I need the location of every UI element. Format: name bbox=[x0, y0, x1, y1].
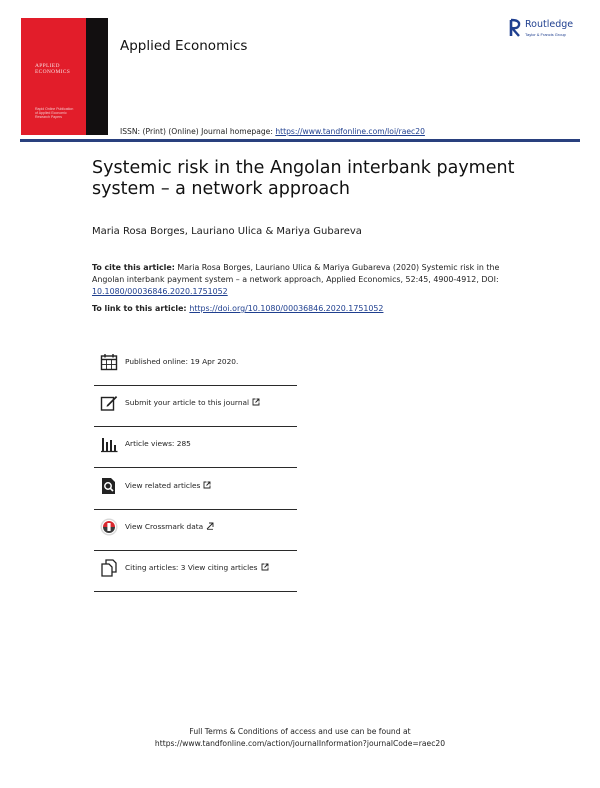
metric-link[interactable] bbox=[125, 481, 211, 490]
metric-text: View Crossmark data bbox=[125, 521, 204, 531]
external-link-icon bbox=[252, 398, 260, 406]
metric-text: Submit your article to this journal bbox=[125, 398, 250, 408]
search-document-icon bbox=[100, 477, 118, 495]
issn-line bbox=[120, 127, 425, 136]
article-title: Systemic risk in the Angolan interbank payment system – a network approach bbox=[92, 158, 515, 199]
article-doi-link[interactable]: https://doi.org/10.1080/00036846.2020.1751052 bbox=[189, 304, 384, 313]
metric-text: Citing articles: 3 View citing articles bbox=[125, 562, 258, 572]
publisher-subtitle: Taylor & Francis Group bbox=[525, 32, 566, 37]
journal-name: Applied Economics bbox=[120, 38, 248, 54]
metric-related-articles[interactable] bbox=[94, 470, 297, 510]
article-link-line bbox=[92, 304, 383, 313]
cite-text: Maria Rosa Borges, Lauriano Ulica & Mariya Gubareva (2020) Systemic risk in the Angolan interbank payment system – a network approach, Applied Economics, 52:45, 4900-4912, DOI: bbox=[92, 263, 500, 284]
calendar-icon bbox=[100, 353, 118, 371]
metric-text: View related articles bbox=[125, 480, 201, 490]
external-link-icon bbox=[261, 563, 269, 571]
header-divider bbox=[20, 139, 580, 142]
metric-link[interactable] bbox=[125, 522, 214, 531]
publisher-name: Routledge bbox=[525, 19, 574, 30]
metric-crossmark[interactable] bbox=[94, 511, 297, 551]
citing-articles-icon bbox=[100, 559, 118, 577]
article-metrics-list bbox=[94, 346, 297, 593]
issn-label: ISSN: (Print) (Online) Journal homepage: bbox=[120, 127, 276, 136]
publisher-logo[interactable] bbox=[508, 18, 588, 42]
metric-text: Published online: 19 Apr 2020. bbox=[125, 357, 239, 366]
metric-link[interactable] bbox=[125, 398, 260, 407]
cover-tagline-line: Rapid Online Publication bbox=[35, 107, 74, 111]
link-label: To link to this article: bbox=[92, 304, 190, 313]
terms-link[interactable]: https://www.tandfonline.com/action/journalInformation?journalCode=raec20 bbox=[154, 739, 446, 748]
metric-published bbox=[94, 346, 297, 386]
metric-submit-article[interactable] bbox=[94, 387, 297, 427]
cite-doi-link[interactable]: 10.1080/00036846.2020.1751052 bbox=[92, 287, 228, 296]
cover-title-line1: APPLIED bbox=[35, 63, 60, 69]
cite-label: To cite this article: bbox=[92, 263, 175, 272]
cover-dark-band bbox=[86, 18, 108, 135]
edit-icon bbox=[100, 394, 118, 412]
routledge-r-icon bbox=[508, 18, 522, 38]
citation-block bbox=[92, 262, 502, 298]
terms-text: Full Terms & Conditions of access and use can be found at bbox=[189, 727, 411, 736]
cover-tagline-line: of Applied Economic bbox=[35, 111, 67, 115]
external-link-icon bbox=[203, 481, 211, 489]
cover-title bbox=[35, 63, 91, 75]
metric-text: Article views: 285 bbox=[125, 439, 191, 449]
metric-views bbox=[94, 428, 297, 468]
metric-link[interactable] bbox=[125, 563, 269, 572]
cover-tagline-line: Research Papers bbox=[35, 115, 63, 119]
cover-title-line2: ECONOMICS bbox=[35, 69, 71, 75]
bar-chart-icon bbox=[100, 435, 118, 453]
cover-tagline bbox=[35, 107, 83, 119]
metric-citing-articles[interactable] bbox=[94, 552, 297, 592]
terms-footer bbox=[0, 726, 600, 750]
article-authors: Maria Rosa Borges, Lauriano Ulica & Mariya Gubareva bbox=[92, 226, 362, 237]
external-link-icon bbox=[206, 522, 214, 530]
crossmark-icon bbox=[100, 518, 118, 536]
journal-cover-image bbox=[21, 18, 108, 135]
journal-homepage-link[interactable]: https://www.tandfonline.com/loi/raec20 bbox=[275, 127, 425, 136]
